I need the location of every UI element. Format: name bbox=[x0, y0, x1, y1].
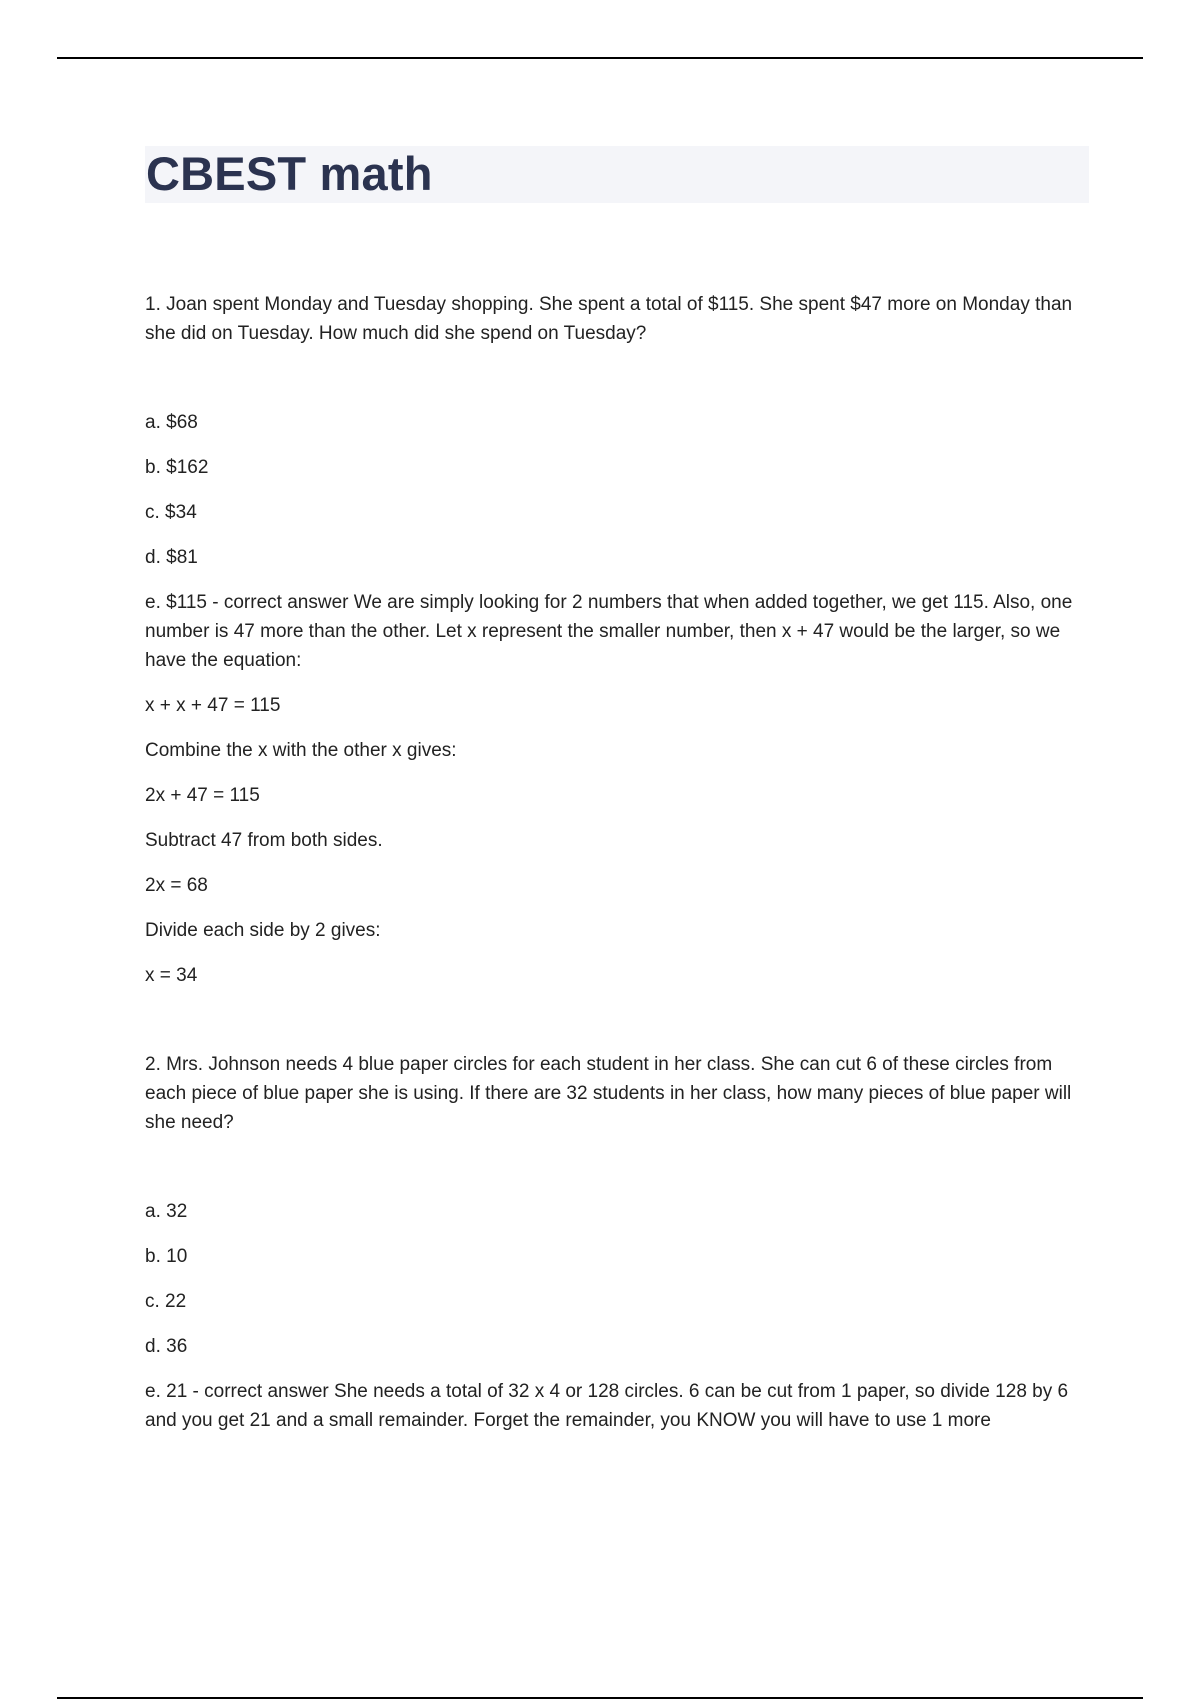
option-1d: d. $81 bbox=[145, 547, 198, 568]
option-2d: d. 36 bbox=[145, 1336, 188, 1357]
step-equation: x + x + 47 = 115 bbox=[145, 695, 281, 716]
step-text: Combine the x with the other x gives: bbox=[145, 740, 457, 761]
step-equation: 2x + 47 = 115 bbox=[145, 785, 260, 806]
answer-1: e. $115 - correct answer We are simply looking for 2 numbers that when added together, we get 115. Also, one number is 47 more than the other. Let x represent the smaller number, then x + 47 would be the larger, so we have the equation: bbox=[145, 592, 1073, 671]
option-2a: a. 32 bbox=[145, 1201, 188, 1222]
step-text: Divide each side by 2 gives: bbox=[145, 920, 381, 941]
bottom-rule bbox=[57, 1697, 1143, 1699]
step-equation: 2x = 68 bbox=[145, 875, 208, 896]
top-rule bbox=[57, 57, 1143, 59]
document-body bbox=[145, 290, 1090, 1451]
option-2b: b. 10 bbox=[145, 1246, 188, 1267]
step-equation: x = 34 bbox=[145, 965, 198, 986]
option-1c: c. $34 bbox=[145, 502, 197, 523]
step-text: Subtract 47 from both sides. bbox=[145, 830, 383, 851]
question-1: 1. Joan spent Monday and Tuesday shopping. She spent a total of $115. She spent $47 more on Monday than she did on Tuesday. How much did she spend on Tuesday? bbox=[145, 294, 1073, 344]
question-2: 2. Mrs. Johnson needs 4 blue paper circles for each student in her class. She can cut 6 of these circles from each piece of blue paper she is using. If there are 32 students in her class, how many pieces of blue paper will she need? bbox=[145, 1054, 1072, 1133]
option-2c: c. 22 bbox=[145, 1291, 187, 1312]
document-title: CBEST math bbox=[146, 147, 433, 200]
option-1a: a. $68 bbox=[145, 412, 198, 433]
option-1b: b. $162 bbox=[145, 457, 209, 478]
answer-2: e. 21 - correct answer She needs a total of 32 x 4 or 128 circles. 6 can be cut from 1 paper, so divide 128 by 6 and you get 21 and a small remainder. Forget the remainder, you KNOW you will have to use 1 more bbox=[145, 1381, 1069, 1431]
